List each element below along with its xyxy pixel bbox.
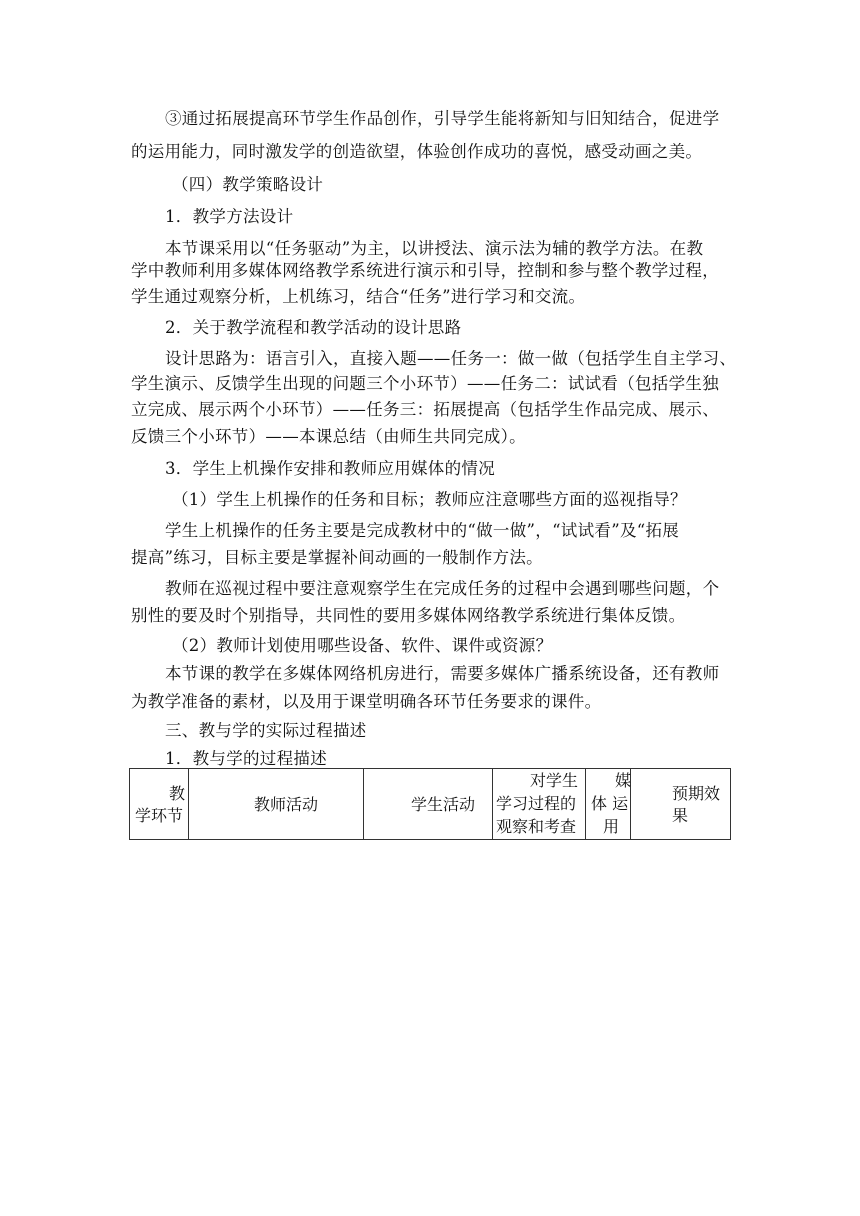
- subsection-heading: 1．教与学的过程描述: [165, 749, 327, 768]
- paragraph-line: 学生上机操作的任务主要是完成教材中的“做一做”，“试试看”及“拓展: [165, 521, 680, 540]
- header-cell-text: 学生活动: [411, 795, 476, 814]
- paragraph-line: 学生通过观察分析，上机练习，结合“任务”进行学习和交流。: [131, 287, 586, 306]
- header-cell-text: 媒: [615, 771, 632, 790]
- paragraph-line: 的运用能力，同时激发学的创造欲望，体验创作成功的喜悦，感受动画之美。: [131, 142, 703, 161]
- header-cell-text: 预期效: [672, 784, 721, 803]
- subsection-heading: 2．关于教学流程和教学活动的设计思路: [165, 318, 462, 337]
- header-cell-text: 教师活动: [254, 795, 319, 814]
- paragraph-line: 设计思路为：语言引入，直接入题——任务一：做一做（包括学生自主学习、: [165, 349, 737, 368]
- header-cell-media: [586, 769, 631, 840]
- table-header-row: [130, 769, 731, 840]
- question-heading: （2）教师计划使用哪些设备、软件、课件或资源？: [172, 636, 553, 655]
- header-cell-text: 学环节: [135, 806, 184, 825]
- header-cell-text: 体 运: [591, 794, 629, 813]
- header-cell-text: 对学生: [530, 771, 579, 790]
- paragraph-line: 别性的要及时个别指导，共同性的要用多媒体网络教学系统进行集体反馈。: [131, 606, 686, 625]
- header-cell-text: 果: [672, 806, 689, 825]
- paragraph-line: 为教学准备的素材，以及用于课堂明确各环节任务要求的课件。: [131, 692, 602, 711]
- subsection-heading: 1．教学方法设计: [165, 207, 294, 226]
- header-cell-text: 用: [603, 817, 620, 836]
- paragraph-line: 本节课的教学在多媒体网络机房进行，需要多媒体广播系统设备，还有教师: [165, 664, 720, 683]
- section-heading: （四）教学策略设计: [172, 175, 324, 194]
- header-cell-text: 教: [169, 784, 186, 803]
- header-cell-student-activity: [364, 769, 493, 840]
- paragraph-line: 立完成、展示两个小环节）——任务三：拓展提高（包括学生作品完成、展示、: [131, 400, 719, 419]
- paragraph-line: 学中教师利用多媒体网络教学系统进行演示和引导，控制和参与整个教学过程，: [131, 261, 719, 280]
- question-heading: （1）学生上机操作的任务和目标；教师应注意哪些方面的巡视指导？: [172, 490, 687, 509]
- paragraph-line: ③通过拓展提高环节学生作品创作，引导学生能将新知与旧知结合，促进学: [165, 109, 720, 128]
- paragraph-line: 本节课采用以“任务驱动”为主，以讲授法、演示法为辅的教学方法。在教: [165, 239, 704, 258]
- section-heading: 三、教与学的实际过程描述: [165, 721, 367, 740]
- process-table: [129, 768, 731, 840]
- subsection-heading: 3．学生上机操作安排和教师应用媒体的情况: [165, 459, 495, 478]
- paragraph-line: 反馈三个小环节）——本课总结（由师生共同完成）。: [131, 427, 526, 446]
- paragraph-line: 学生演示、反馈学生出现的问题三个小环节）——任务二：试试看（包括学生独: [131, 374, 719, 393]
- header-cell-text: 学习过程的: [496, 794, 577, 813]
- header-cell-text: 观察和考查: [496, 817, 577, 836]
- header-cell-observation: [493, 769, 586, 840]
- paragraph-line: 教师在巡视过程中要注意观察学生在完成任务的过程中会遇到哪些问题，个: [165, 579, 720, 598]
- header-cell-teacher-activity: [189, 769, 364, 840]
- header-cell-expected-effect: [631, 769, 731, 840]
- header-cell-stage: [130, 769, 189, 840]
- paragraph-line: 提高”练习，目标主要是掌握补间动画的一般制作方法。: [131, 548, 543, 567]
